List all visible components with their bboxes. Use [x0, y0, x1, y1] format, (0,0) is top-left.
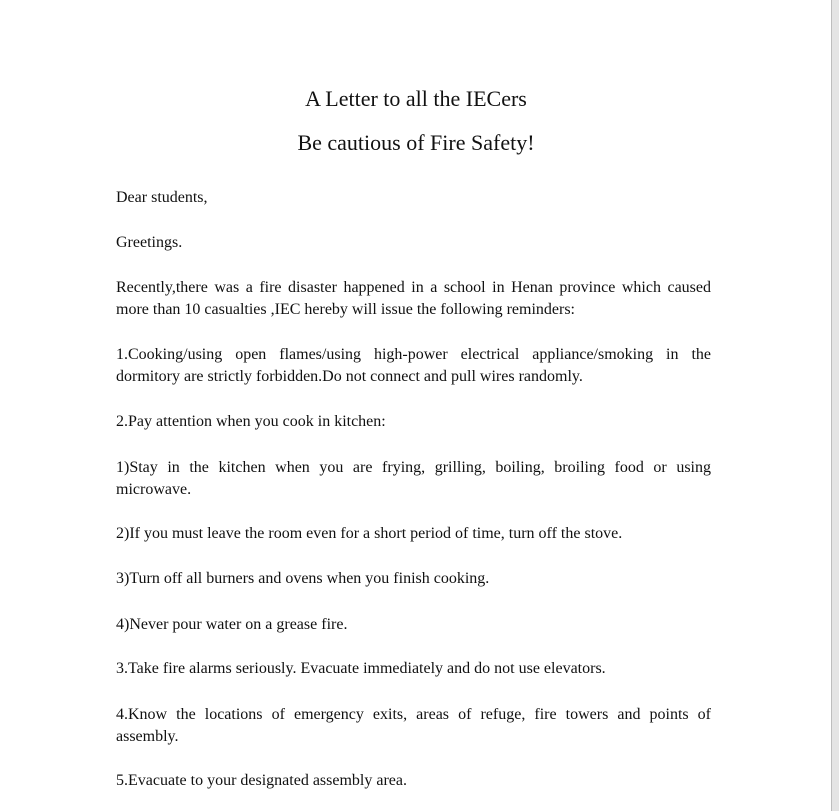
reminder-1: 1.Cooking/using open flames/using high-power electrical appliance/smoking in the dormitory are strictly forbidden.Do not connect and pull wires randomly.: [116, 346, 711, 385]
greeting: Greetings.: [116, 234, 183, 251]
reminder-3: 3.Take fire alarms seriously. Evacuate immediately and do not use elevators.: [116, 660, 606, 677]
salutation: Dear students,: [116, 189, 208, 206]
letter-title: A Letter to all the IECers: [305, 86, 527, 111]
reminder-2-sub-4: 4)Never pour water on a grease fire.: [116, 616, 348, 633]
letter-subtitle: Be cautious of Fire Safety!: [297, 130, 535, 155]
page-edge: [831, 0, 839, 811]
reminder-2-sub-1: 1)Stay in the kitchen when you are frying, grilling, boiling, broiling food or using microwave.: [116, 459, 711, 498]
reminder-2-sub-2: 2)If you must leave the room even for a short period of time, turn off the stove.: [116, 525, 623, 542]
reminder-2: 2.Pay attention when you cook in kitchen:: [116, 413, 386, 430]
reminder-5: 5.Evacuate to your designated assembly area.: [116, 772, 407, 789]
intro-paragraph: Recently,there was a fire disaster happened in a school in Henan province which caused more than 10 casualties ,IEC hereby will issue the following reminders:: [116, 279, 711, 318]
reminder-4: 4.Know the locations of emergency exits, areas of refuge, fire towers and points of assembly.: [116, 706, 711, 745]
reminder-2-sub-3: 3)Turn off all burners and ovens when you finish cooking.: [116, 570, 490, 587]
